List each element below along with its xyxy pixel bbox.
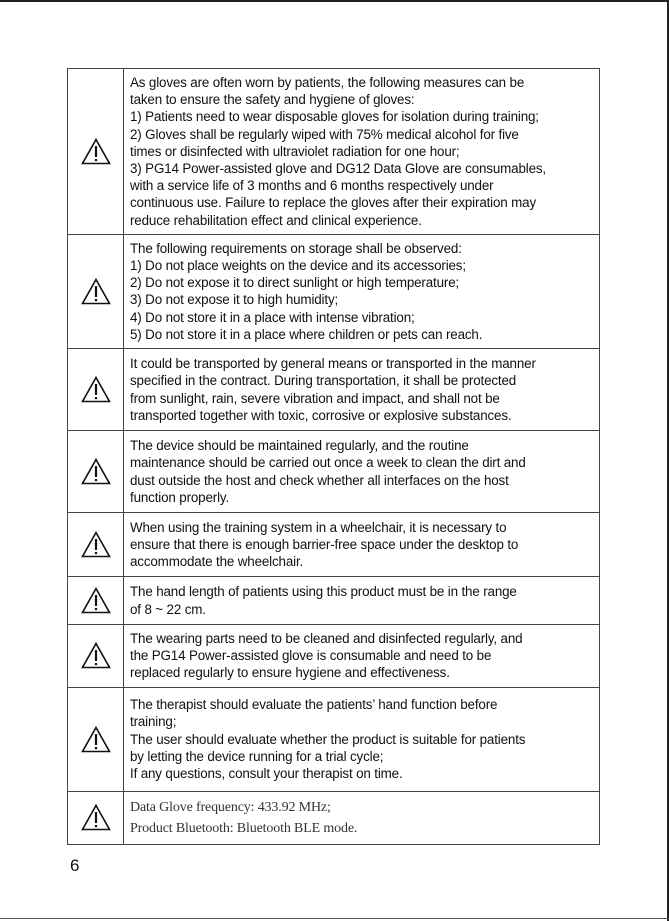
notice-icon-cell [68, 431, 124, 513]
notice-row [68, 513, 600, 577]
notice-line: 3) PG14 Power-assisted glove and DG12 Data Glove are consumables, [130, 161, 546, 177]
warning-triangle-icon [81, 587, 111, 614]
notice-row [68, 625, 600, 688]
warning-triangle-icon [81, 726, 111, 753]
notice-line: Data Glove frequency: 433.92 MHz; [130, 799, 331, 815]
notice-line: training; [130, 714, 177, 730]
notice-line: of 8 ~ 22 cm. [130, 601, 206, 617]
warning-triangle-icon [81, 531, 111, 558]
notice-line: ensure that there is enough barrier-free space under the desktop to [130, 536, 519, 552]
notice-line: function properly. [130, 489, 230, 505]
warning-triangle-icon [81, 642, 111, 669]
page-number: 6 [70, 856, 80, 875]
notice-line: from sunlight, rain, severe vibration and impact, and shall not be [130, 390, 500, 406]
notice-line: maintenance should be carried out once a week to clean the dirt and [130, 455, 526, 471]
notice-line: by letting the device running for a trial cycle; [130, 748, 384, 764]
notice-line: The following requirements on storage shall be observed: [130, 240, 462, 256]
notice-icon-cell [68, 577, 124, 625]
notice-row [68, 69, 600, 235]
notice-line: taken to ensure the safety and hygiene of gloves: [130, 92, 415, 108]
notice-text [124, 577, 600, 625]
notice-line: specified in the contract. During transportation, it shall be protected [130, 373, 517, 389]
notice-line: times or disinfected with ultraviolet radiation for one hour; [130, 143, 460, 159]
warning-triangle-icon [81, 138, 111, 165]
notice-text [124, 687, 600, 791]
warning-triangle-icon [81, 278, 111, 305]
notice-line: 1) Patients need to wear disposable gloves for isolation during training; [130, 109, 539, 125]
warning-triangle-icon [81, 376, 111, 403]
notice-line: The therapist should evaluate the patients’ hand function before [130, 697, 498, 713]
notice-line: dust outside the host and check whether all interfaces on the host [130, 472, 509, 488]
notice-text [124, 234, 600, 348]
notice-line: the PG14 Power-assisted glove is consumable and need to be [130, 648, 492, 664]
notice-line: The hand length of patients using this product must be in the range [130, 584, 517, 600]
notice-icon-cell [68, 349, 124, 431]
notice-text [124, 791, 600, 844]
notice-row [68, 791, 600, 844]
notice-line: The user should evaluate whether the product is suitable for patients [130, 731, 526, 747]
notice-line: 3) Do not expose it to high humidity; [130, 292, 339, 308]
notice-text [124, 513, 600, 577]
notice-icon-cell [68, 687, 124, 791]
notice-line: 5) Do not store it in a place where children or pets can reach. [130, 326, 483, 342]
notice-icon-cell [68, 625, 124, 688]
notice-line: transported together with toxic, corrosive or explosive substances. [130, 407, 512, 423]
notice-line: continuous use. Failure to replace the gloves after their expiration may [130, 195, 537, 211]
notice-line: Product Bluetooth: Bluetooth BLE mode. [130, 820, 358, 836]
notice-line: When using the training system in a wheelchair, it is necessary to [130, 519, 507, 535]
page-border-top [0, 0, 669, 2]
notice-line: If any questions, consult your therapist on time. [130, 765, 403, 781]
notice-text [124, 431, 600, 513]
warning-notices-table [67, 68, 600, 845]
notice-text [124, 625, 600, 688]
notice-row [68, 349, 600, 431]
notice-text [124, 69, 600, 235]
notice-line: with a service life of 3 months and 6 months respectively under [130, 178, 494, 194]
notice-line: 2) Gloves shall be regularly wiped with 75% medical alcohol for five [130, 126, 519, 142]
warning-triangle-icon [81, 804, 111, 831]
notice-line: The device should be maintained regularly, and the routine [130, 438, 469, 454]
page-border-bottom [0, 918, 669, 919]
notice-line: accommodate the wheelchair. [130, 554, 304, 570]
warning-triangle-icon [81, 458, 111, 485]
notice-icon-cell [68, 69, 124, 235]
notice-row [68, 577, 600, 625]
notice-line: replaced regularly to ensure hygiene and effectiveness. [130, 665, 450, 681]
notice-icon-cell [68, 234, 124, 348]
notice-icon-cell [68, 513, 124, 577]
notice-icon-cell [68, 791, 124, 844]
notice-text [124, 349, 600, 431]
notice-line: 4) Do not store it in a place with intense vibration; [130, 309, 415, 325]
notice-line: It could be transported by general means or transported in the manner [130, 356, 536, 372]
notice-row [68, 234, 600, 348]
notice-row [68, 687, 600, 791]
notice-row [68, 431, 600, 513]
notice-line: reduce rehabilitation effect and clinical experience. [130, 212, 422, 228]
notice-line: The wearing parts need to be cleaned and disinfected regularly, and [130, 631, 523, 647]
notice-line: 2) Do not expose it to direct sunlight or high temperature; [130, 275, 460, 291]
notice-line: 1) Do not place weights on the device and its accessories; [130, 258, 466, 274]
notice-line: As gloves are often worn by patients, the following measures can be [130, 75, 525, 90]
